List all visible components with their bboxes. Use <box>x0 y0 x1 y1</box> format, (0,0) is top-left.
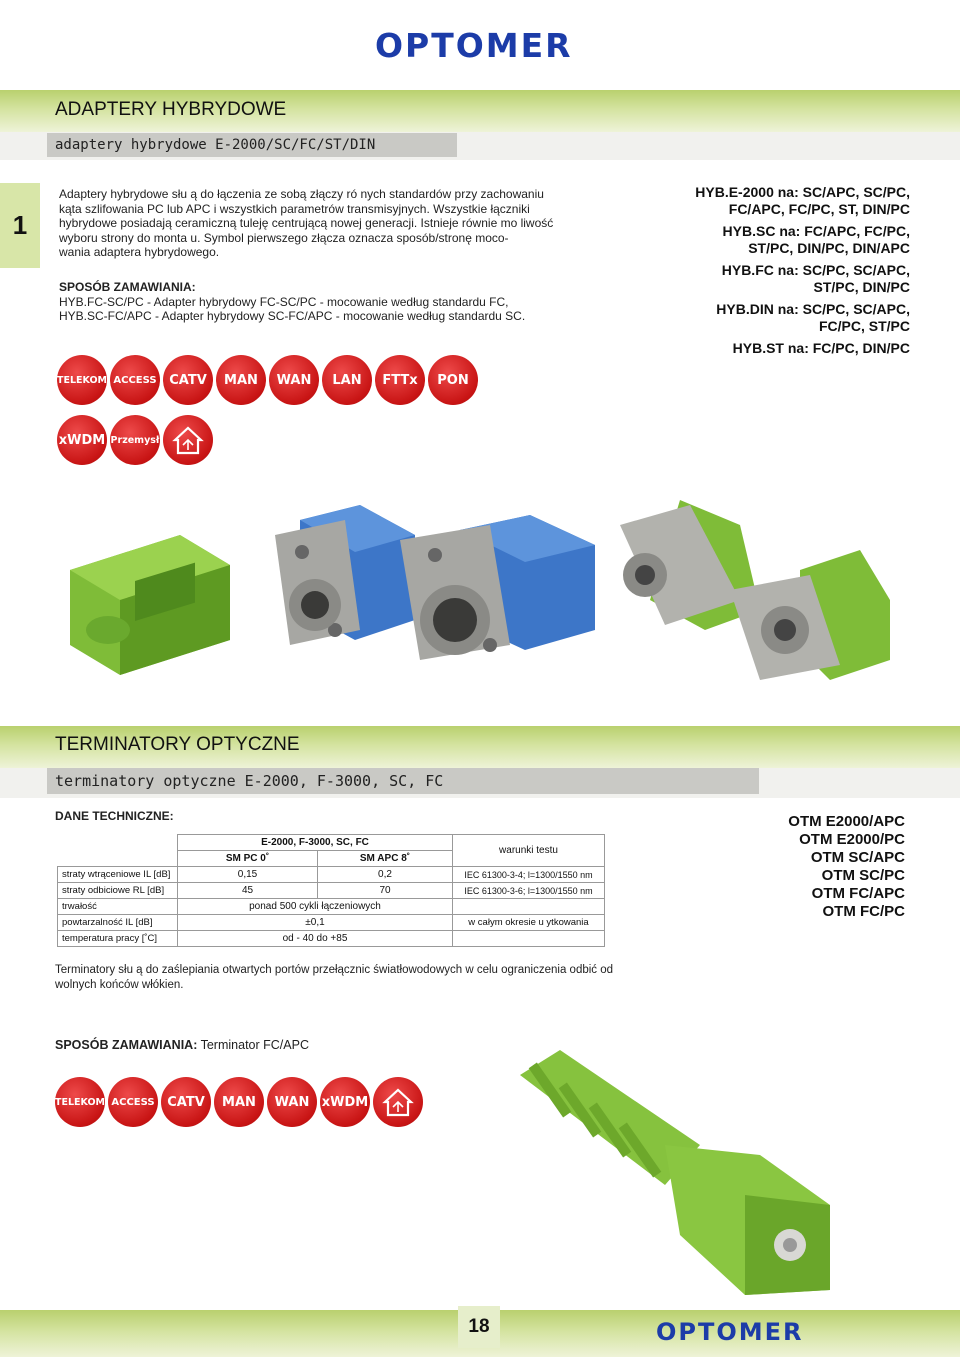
hyb-line: FC/APC, FC/PC, ST, DIN/PC <box>728 200 910 217</box>
table-col-apc: SM APC 8˚ <box>318 851 453 867</box>
description-line: Terminatory słu ą do zaślepiania otwartych portów przełącznic światłowodowych w celu ograniczenia odbić od <box>55 964 614 976</box>
otm-line: OTM FC/PC <box>822 903 905 920</box>
description-line: hybrydowe posiadają ceramiczną tuleję centrującą nowej generacji. Istnieje równie mo liwość <box>59 216 554 230</box>
lan-icon: LAN <box>322 355 372 405</box>
man-icon: MAN <box>216 355 266 405</box>
footer-page-number: 18 <box>458 1306 500 1348</box>
green-fc-adapter-image <box>620 500 890 680</box>
hyb-line: FC/PC, ST/PC <box>818 317 910 334</box>
order-value: Terminator FC/APC <box>200 1038 309 1052</box>
otm-line: OTM E2000/PC <box>799 831 905 848</box>
terminator-photo <box>500 1035 900 1305</box>
order-line: HYB.FC-SC/PC - Adapter hybrydowy FC-SC/PC - mocowanie według standardu FC, <box>59 294 509 309</box>
application-icons-row1 <box>57 355 478 405</box>
hyb-variant-list <box>695 184 910 357</box>
description-line: wyboru strony do monta u. Symbol pierwszego złącza oznacza sposób/stronę moco- <box>59 230 509 245</box>
section1-order-info <box>59 280 619 324</box>
table-row: trwałość ponad 500 cykli łączeniowych <box>58 899 605 915</box>
table-row: straty odbiciowe RL [dB] 45 70 IEC 61300-3-6; l=1300/1550 nm <box>58 883 605 899</box>
table-row: temperatura pracy [˚C] od - 40 do +85 <box>58 931 605 947</box>
section1-subtitle: adaptery hybrydowe E-2000/SC/FC/ST/DIN <box>47 133 457 157</box>
access-icon: ACCESS <box>108 1077 158 1127</box>
section1-title: ADAPTERY HYBRYDOWE <box>55 99 287 120</box>
blue-adapter-image-1 <box>275 505 415 645</box>
table-group-header: E-2000, F-3000, SC, FC <box>178 835 453 851</box>
description-line: wolnych końców włókien. <box>55 978 184 991</box>
order-label: SPOSÓB ZAMAWIANIA: <box>59 280 196 294</box>
otm-line: OTM E2000/APC <box>788 813 905 830</box>
hyb-line: HYB.DIN na: SC/PC, SC/APC, <box>716 301 910 317</box>
section1-description <box>59 187 604 260</box>
catv-icon: CATV <box>161 1077 211 1127</box>
blue-adapter-image-2 <box>400 515 595 660</box>
przemysl-icon: Przemysł <box>110 415 160 465</box>
application-icons-row2 <box>57 415 213 465</box>
man-icon: MAN <box>214 1077 264 1127</box>
telekom-icon: TELEKOM <box>55 1077 105 1127</box>
access-icon: ACCESS <box>110 355 160 405</box>
hyb-line: HYB.FC na: SC/PC, SC/APC, <box>721 262 910 278</box>
description-line: Adaptery hybrydowe słu ą do łączenia ze sobą złączy ró nych standardów przy zachowaniu <box>59 187 544 201</box>
hyb-line: ST/PC, DIN/PC <box>813 278 910 295</box>
telekom-icon: TELEKOM <box>57 355 107 405</box>
section2-description <box>55 963 615 992</box>
hyb-line: HYB.E-2000 na: SC/APC, SC/PC, <box>695 184 910 200</box>
fttx-icon: FTTx <box>375 355 425 405</box>
brand-logo-top: OPTOMER <box>375 26 573 65</box>
otm-variant-list <box>788 813 905 921</box>
xwdm-icon: xWDM <box>57 415 107 465</box>
table-col-pc: SM PC 0˚ <box>178 851 318 867</box>
order-label: SPOSÓB ZAMAWIANIA: <box>55 1038 198 1052</box>
house-network-icon <box>373 1077 423 1127</box>
house-network-icon <box>163 415 213 465</box>
green-adapter-image <box>70 535 230 675</box>
wan-icon: WAN <box>267 1077 317 1127</box>
wan-icon: WAN <box>269 355 319 405</box>
otm-line: OTM FC/APC <box>811 885 905 902</box>
section2-subtitle: terminatory optyczne E-2000, F-3000, SC, FC <box>47 768 759 794</box>
description-line: kąta szlifowania PC lub APC i wszystkich parametrów transmisyjnych. Wszystkie łączniki <box>59 201 530 216</box>
description-line: wania adaptera hybrydowego. <box>59 245 220 259</box>
xwdm-icon: xWDM <box>320 1077 370 1127</box>
section2-order-info <box>55 1038 309 1053</box>
tech-data-label: DANE TECHNICZNE: <box>55 809 174 823</box>
application-icons-section2 <box>55 1077 423 1127</box>
pon-icon: PON <box>428 355 478 405</box>
side-page-number: 1 <box>0 183 40 268</box>
hyb-line: HYB.SC na: FC/APC, FC/PC, <box>722 223 910 239</box>
table-row: straty wtrąceniowe IL [dB] 0,15 0,2 IEC 61300-3-4; l=1300/1550 nm <box>58 867 605 883</box>
adapter-photos <box>40 480 920 700</box>
technical-data-table <box>57 834 605 947</box>
table-row: powtarzalność IL [dB] ±0,1 w całym okresie u ytkowania <box>58 915 605 931</box>
section2-title: TERMINATORY OPTYCZNE <box>55 734 300 755</box>
hyb-line: ST/PC, DIN/PC, DIN/APC <box>748 239 910 256</box>
table-test-header: warunki testu <box>453 835 605 867</box>
otm-line: OTM SC/PC <box>821 867 905 884</box>
catv-icon: CATV <box>163 355 213 405</box>
green-terminator-image <box>520 1050 830 1295</box>
brand-logo-bottom: OPTOMER <box>656 1318 804 1346</box>
order-line: HYB.SC-FC/APC - Adapter hybrydowy SC-FC/APC - mocowanie według standardu SC. <box>59 309 526 323</box>
hyb-line: HYB.ST na: FC/PC, DIN/PC <box>732 340 910 356</box>
otm-line: OTM SC/APC <box>810 849 905 866</box>
